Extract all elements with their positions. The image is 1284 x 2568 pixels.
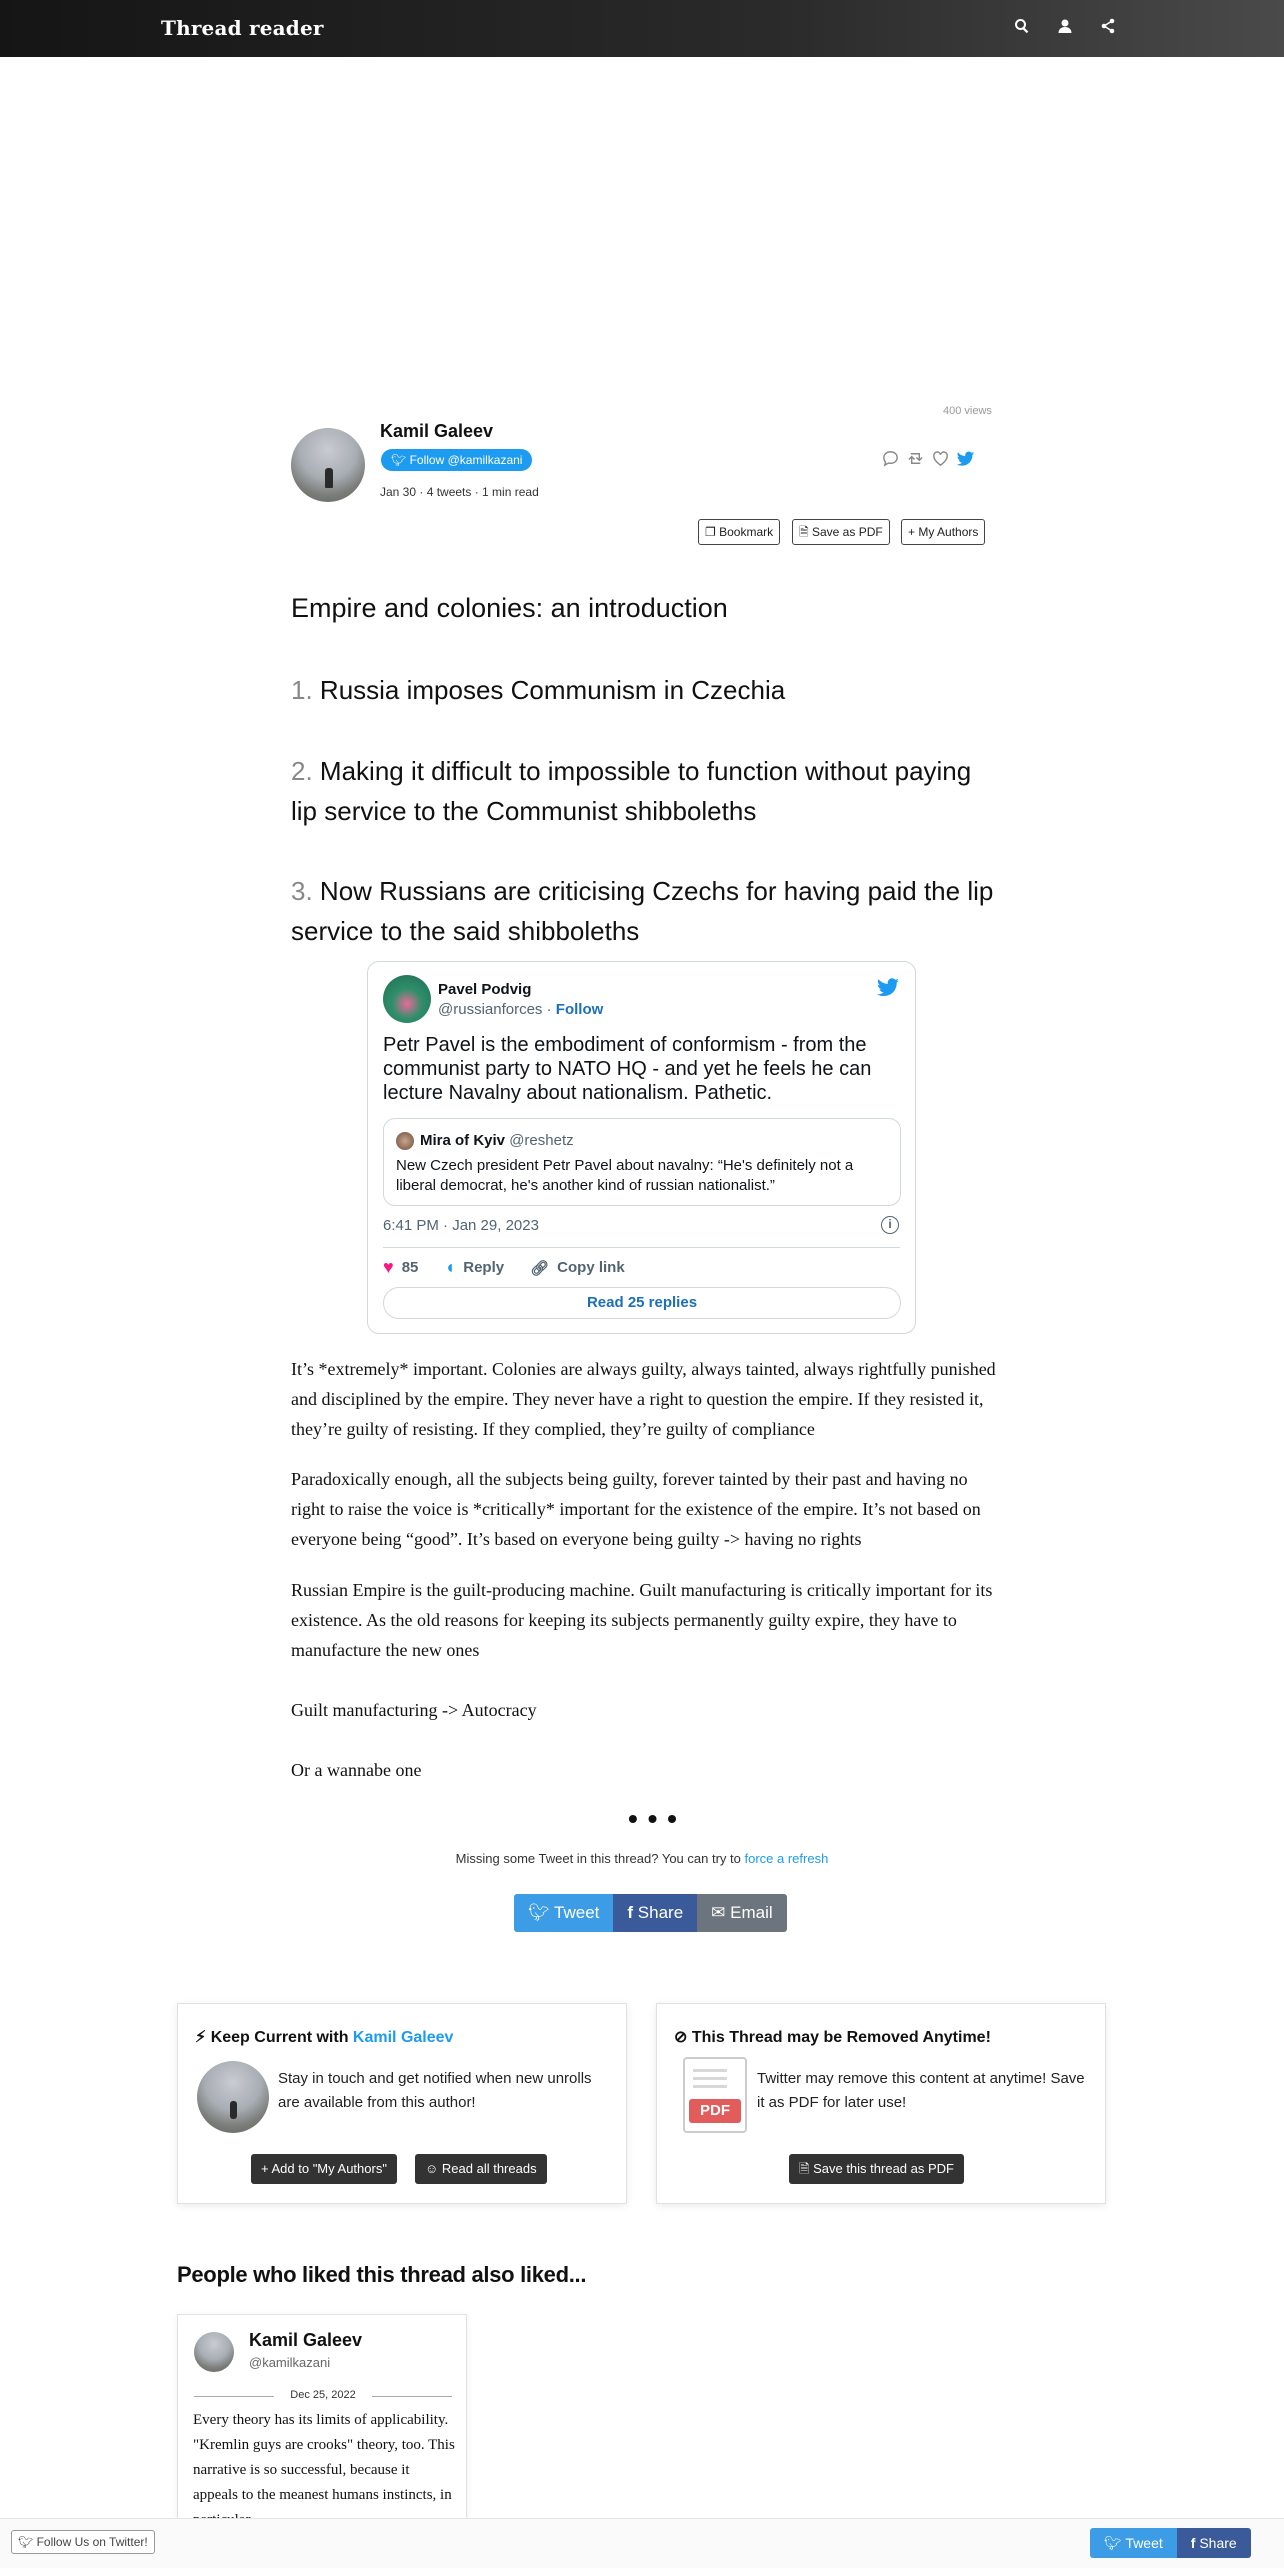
- liked-text: Every theory has its limits of applicability. "Kremlin guys are crooks" theory, too. This narrative is so successful, because it appeals to the meanest humans instincts, in: [193, 2412, 455, 2503]
- quote-text: New Czech president Petr Pavel about navalny: “He's definitely not a liberal democrat, he's another kind of russian nationalist.”: [396, 1157, 854, 1194]
- card-title-text: This Thread may be Removed Anytime!: [691, 2029, 991, 2046]
- missing-text: Missing some Tweet in this thread? You can try to: [455, 1851, 745, 1866]
- tweet-text: Making it difficult to impossible to function without paying lip service to the Communist shibboleths: [291, 756, 972, 826]
- embed-handle-row: @russianforces · Follow: [438, 1001, 604, 1018]
- facebook-icon: f: [627, 1903, 634, 1922]
- facebook-share-button[interactable]: [613, 1894, 697, 1932]
- add-label: Add to "My Authors": [271, 2161, 387, 2176]
- force-refresh-link[interactable]: force a refresh: [744, 1851, 829, 1866]
- card-title-prefix: Keep Current with: [210, 2029, 353, 2046]
- pdf-file-icon: [683, 2057, 747, 2133]
- card-author-link[interactable]: Kamil Galeev: [352, 2029, 454, 2046]
- thread-paragraph: Paradoxically enough, all the subjects being guilty, forever tainted by their past and having no right to raise the voice is *critically* important for the existence of the empire. It’s not based on everyone being “good”. It’s based on everyone being guilty -> having no rights: [291, 1469, 981, 1549]
- tweet-text: Now Russians are criticising Czechs for having paid the lip service to the said shibboleths: [291, 876, 994, 946]
- save-thread-pdf-button[interactable]: [789, 2154, 964, 2184]
- tweet-text: Russia imposes Communism in Czechia: [319, 675, 786, 705]
- follow-us-label: Follow Us on Twitter!: [36, 2535, 148, 2549]
- bolt-icon: ⚡︎: [195, 2029, 207, 2046]
- tweet-actions: [881, 449, 975, 468]
- author-name[interactable]: Kamil Galeev: [380, 421, 494, 441]
- heart-icon[interactable]: ♥: [383, 1257, 394, 1277]
- twitter-icon: 🐦︎: [528, 1903, 550, 1922]
- file-pdf-icon: 🗎︎: [799, 2161, 810, 2176]
- card-text: Twitter may remove this content at anytime! Save it as PDF for later use!: [757, 2070, 1085, 2111]
- share-button-group: [514, 1894, 787, 1932]
- liked-author-name: Kamil Galeev: [249, 2330, 363, 2350]
- ban-icon: ⊘: [674, 2029, 688, 2046]
- embedded-tweet[interactable]: [367, 961, 916, 1334]
- thread-paragraph: It’s *extremely* important. Colonies are always guilty, always tainted, always rightfully punished and disciplined by the empire. They never have a right to question the empire. If they resisted it, they’re guilty of resisting. If they complied, they’re guilty of compliance: [291, 1359, 996, 1439]
- card-text: Stay in touch and get notified when new unrolls are available from this author!: [278, 2070, 592, 2111]
- thread-first-tweet: Empire and colonies: an introduction: [291, 593, 728, 623]
- author-avatar: [194, 2332, 234, 2372]
- tweet-number: 2.: [291, 756, 313, 786]
- bottom-tweet-button[interactable]: [1090, 2528, 1177, 2558]
- card-title: [195, 2027, 453, 2047]
- reply-bubble-icon[interactable]: ◖: [444, 1257, 456, 1277]
- thread-paragraph: Or a wannabe one: [291, 1760, 422, 1780]
- quote-avatar: [396, 1132, 414, 1150]
- bookmark-button[interactable]: [698, 519, 780, 545]
- reply-icon[interactable]: [881, 449, 900, 468]
- thread-paragraph: Guilt manufacturing -> Autocracy: [291, 1700, 537, 1720]
- retweet-icon[interactable]: [906, 449, 925, 468]
- embed-follow-link[interactable]: Follow: [555, 1001, 604, 1018]
- tweet-share-button[interactable]: [514, 1894, 613, 1932]
- keep-current-card: [177, 2003, 627, 2204]
- twitter-icon: 🐦︎: [18, 2535, 34, 2549]
- reply-link[interactable]: Reply: [463, 1259, 505, 1276]
- plus-icon: +: [908, 525, 916, 539]
- like-count[interactable]: 85: [401, 1259, 419, 1276]
- missing-tweets-notice: [0, 1851, 1284, 1866]
- search-icon[interactable]: [1014, 18, 1036, 40]
- views-count: 400 views: [943, 405, 992, 417]
- pdf-tag: PDF: [689, 2099, 741, 2123]
- liked-author-handle: @kamilkazani: [249, 2355, 331, 2370]
- twitter-bird-icon: 🐦︎: [391, 453, 407, 467]
- read-label: Read all threads: [441, 2161, 537, 2176]
- read-replies-button[interactable]: Read 25 replies: [383, 1287, 901, 1319]
- quote-handle: @reshetz: [509, 1132, 574, 1149]
- tweet-3: [291, 871, 996, 951]
- embed-author-name[interactable]: Pavel Podvig: [438, 981, 532, 998]
- quote-author: [420, 1132, 574, 1149]
- user-icon: ☺︎: [425, 2161, 439, 2176]
- share-label: Share: [1199, 2535, 1237, 2551]
- embed-tweet-text: Petr Pavel is the embodiment of conformism - from the communist party to NATO HQ - and yet he feels he can lecture Navalny about nationalism. Pathetic.: [383, 1034, 872, 1104]
- like-icon[interactable]: [931, 449, 950, 468]
- divider: [383, 1247, 900, 1248]
- user-icon[interactable]: [1057, 18, 1079, 40]
- author-avatar[interactable]: [291, 428, 365, 502]
- plus-icon: +: [261, 2161, 269, 2176]
- may-be-removed-card: [656, 2003, 1106, 2204]
- tweet-2: [291, 751, 996, 831]
- link-icon[interactable]: 🔗︎: [530, 1259, 550, 1277]
- liked-date: Dec 25, 2022: [178, 2389, 467, 2401]
- share-icon[interactable]: [1100, 18, 1122, 40]
- tweet-label: Tweet: [554, 1903, 600, 1922]
- also-liked-heading: People who liked this thread also liked...: [177, 2262, 587, 2287]
- embed-timestamp[interactable]: 6:41 PM · Jan 29, 2023: [383, 1217, 539, 1234]
- more-indicator: • • •: [628, 1803, 678, 1834]
- bottom-share-button[interactable]: [1177, 2528, 1251, 2558]
- tweet-label: Tweet: [1125, 2535, 1163, 2551]
- site-logo[interactable]: Thread reader: [161, 16, 324, 40]
- follow-author-button[interactable]: [381, 449, 532, 471]
- facebook-icon: f: [1190, 2535, 1196, 2551]
- bookmark-icon: ❐: [705, 525, 716, 539]
- tweet-number: 3.: [291, 876, 313, 906]
- email-label: Email: [730, 1903, 773, 1922]
- file-pdf-icon: 🗎︎: [799, 525, 809, 539]
- info-icon[interactable]: i: [881, 1216, 899, 1234]
- embed-handle[interactable]: @russianforces: [438, 1001, 543, 1018]
- quoted-tweet[interactable]: [383, 1118, 901, 1206]
- twitter-icon[interactable]: [876, 975, 900, 999]
- thread-meta: Jan 30 · 4 tweets · 1 min read: [380, 485, 539, 499]
- twitter-icon[interactable]: [956, 449, 975, 468]
- my-authors-button[interactable]: [901, 519, 985, 545]
- thread-paragraph: Russian Empire is the guilt-producing machine. Guilt manufacturing is critically important for its existence. As the old reasons for keeping its subjects permanently guilty expire, they have to manufacture the new ones: [291, 1580, 993, 1660]
- save-pdf-label: Save as PDF: [812, 525, 883, 539]
- read-all-threads-button[interactable]: [415, 2154, 547, 2184]
- embed-action-row: [383, 1257, 625, 1278]
- envelope-icon: ✉: [711, 1903, 726, 1922]
- follow-label: Follow @kamilkazani: [409, 453, 523, 467]
- twitter-icon: 🐦︎: [1104, 2535, 1122, 2551]
- email-share-button[interactable]: [697, 1894, 787, 1932]
- follow-us-twitter-button[interactable]: [11, 2530, 155, 2554]
- card-title: [674, 2027, 991, 2047]
- quote-author-name: Mira of Kyiv: [420, 1132, 506, 1149]
- copy-link[interactable]: Copy link: [557, 1259, 625, 1276]
- my-authors-label: My Authors: [918, 525, 979, 539]
- embed-avatar[interactable]: [383, 975, 431, 1023]
- add-to-my-authors-button[interactable]: [251, 2154, 397, 2184]
- tweet-number: 1.: [291, 675, 313, 705]
- save-label: Save this thread as PDF: [813, 2161, 954, 2176]
- save-pdf-button[interactable]: [792, 519, 890, 545]
- author-avatar: [197, 2061, 269, 2133]
- bookmark-label: Bookmark: [719, 525, 774, 539]
- share-label: Share: [637, 1903, 684, 1922]
- bottom-share-group: [1090, 2528, 1251, 2558]
- tweet-1: [291, 670, 996, 710]
